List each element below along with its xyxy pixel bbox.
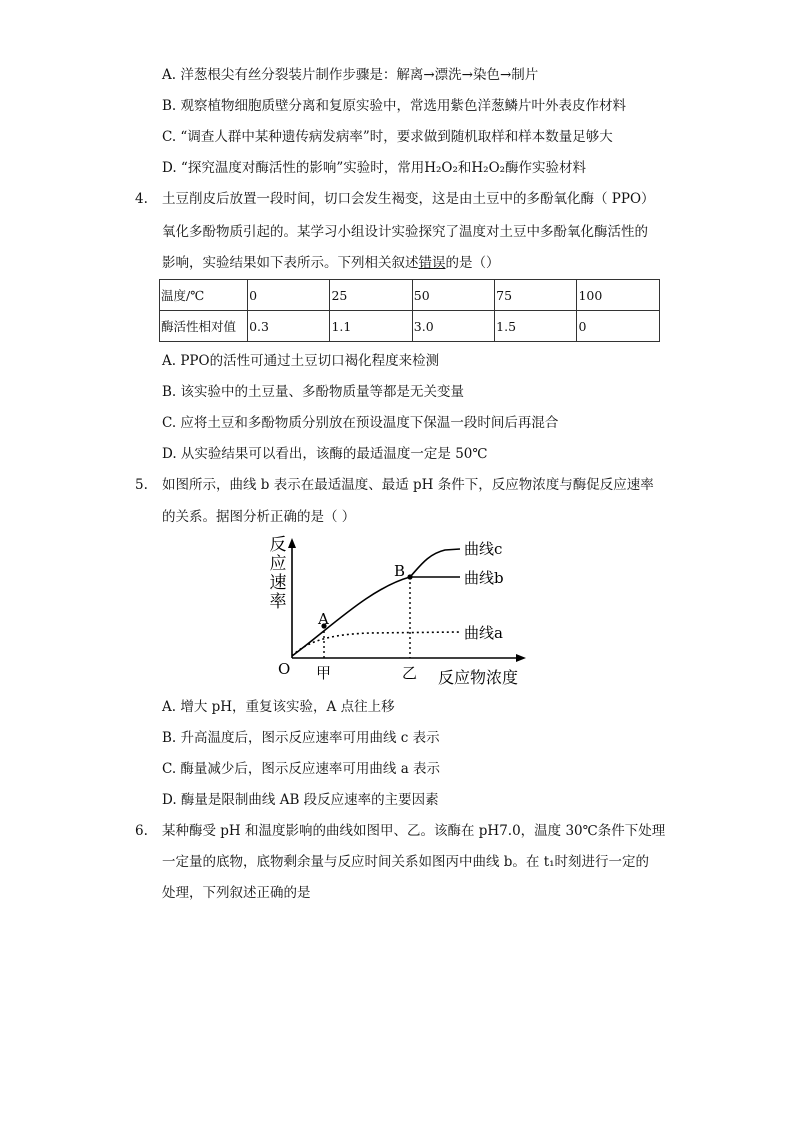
table-cell: 50 (412, 280, 494, 311)
q4-stem-line1: 土豆削皮后放置一段时间，切口会发生褐变，这是由土豆中的多酚氧化酶（ PPO） (162, 191, 655, 207)
table-row-label: 温度/℃ (160, 280, 248, 311)
curve-a-label: 曲线a (464, 624, 503, 642)
q5-option-a: A. 增大 pH，重复该实验，A 点往上移 (162, 699, 395, 715)
table-cell: 75 (495, 280, 577, 311)
q4-stem-line2: 氧化多酚物质引起的。某学习小组设计实验探究了温度对土豆中多酚氧化酶活性的 (162, 224, 648, 240)
q4-option-d: D. 从实验结果可以看出，该酶的最适温度一定是 50℃ (162, 446, 488, 462)
q4-stem-line3-post: 的是（） (445, 255, 500, 271)
y-axis-label-char: 率 (269, 592, 287, 612)
origin-label: O (278, 660, 291, 678)
q4-data-table (159, 279, 660, 342)
point-a-label: A (318, 610, 329, 628)
enzyme-rate-figure (260, 528, 540, 693)
table-cell: 100 (577, 280, 660, 311)
q3-option-a: A. 洋葱根尖有丝分裂装片制作步骤是：解离→漂洗→染色→制片 (162, 67, 539, 83)
curve-b-label: 曲线b (464, 569, 504, 587)
q4-option-a: A. PPO的活性可通过土豆切口褐化程度来检测 (162, 353, 440, 369)
q5-option-b: B. 升高温度后，图示反应速率可用曲线 c 表示 (162, 730, 440, 746)
point-b-label: B (394, 562, 406, 580)
table-cell: 1.5 (495, 311, 577, 342)
q4-number: 4. (135, 191, 148, 207)
q5-stem-line1: 如图所示，曲线 b 表示在最适温度、最适 pH 条件下，反应物浓度与酶促反应速率 (162, 477, 654, 493)
x-axis-arrow (516, 654, 526, 662)
table-row (160, 311, 660, 342)
q6-stem-line1: 某种酶受 pH 和温度影响的曲线如图甲、乙。该酶在 pH7.0，温度 30℃条件下处理 (162, 823, 666, 839)
table-cell: 0.3 (248, 311, 330, 342)
q5-option-d: D. 酶量是限制曲线 AB 段反应速率的主要因素 (162, 792, 439, 808)
q4-option-c: C. 应将土豆和多酚物质分别放在预设温度下保温一段时间后再混合 (162, 415, 559, 431)
q6-stem-line2: 一定量的底物，底物剩余量与反应时间关系如图丙中曲线 b。在 t₁时刻进行一定的 (162, 854, 650, 870)
table-cell: 3.0 (412, 311, 494, 342)
table-cell: 25 (330, 280, 412, 311)
point-b-marker (407, 574, 412, 579)
curve-c-label: 曲线c (464, 540, 503, 558)
y-axis-label-char: 应 (269, 554, 287, 574)
q4-option-b: B. 该实验中的土豆量、多酚物质量等都是无关变量 (162, 384, 465, 400)
x-axis-label: 反应物浓度 (438, 668, 519, 687)
q3-option-c: C. “调查人群中某种遗传病发病率”时，要求做到随机取样和样本数量足够大 (162, 129, 613, 145)
q5-stem-line2: 的关系。据图分析正确的是（ ） (162, 509, 356, 525)
q3-option-d: D. “探究温度对酶活性的影响”实验时，常用H₂O₂和H₂O₂酶作实验材料 (162, 160, 587, 176)
y-axis-label (270, 535, 287, 612)
q5-option-c: C. 酶量减少后，图示反应速率可用曲线 a 表示 (162, 761, 441, 777)
q4-stem-emphasis: 错误 (418, 255, 446, 271)
curve-c (410, 549, 460, 577)
y-axis-label-char: 速 (269, 573, 287, 593)
table-cell: 1.1 (330, 311, 412, 342)
q5-number: 5. (135, 477, 148, 493)
tick-jia-label: 甲 (316, 664, 332, 682)
q4-stem-line3-pre: 影响，实验结果如下表所示。下列相关叙述 (162, 255, 419, 271)
tick-yi-label: 乙 (402, 664, 418, 682)
table-cell: 0 (248, 280, 330, 311)
table-row-label: 酶活性相对值 (160, 311, 248, 342)
table-row (160, 280, 660, 311)
q6-stem-line3: 处理，下列叙述正确的是 (162, 885, 311, 901)
q4-stem-line3 (162, 254, 500, 272)
q3-option-b: B. 观察植物细胞质壁分离和复原实验中，常选用紫色洋葱鳞片叶外表皮作材料 (162, 98, 627, 114)
q6-number: 6. (135, 823, 148, 839)
y-axis-label-char: 反 (269, 535, 287, 555)
y-axis-arrow (288, 538, 296, 548)
table-cell: 0 (577, 311, 660, 342)
